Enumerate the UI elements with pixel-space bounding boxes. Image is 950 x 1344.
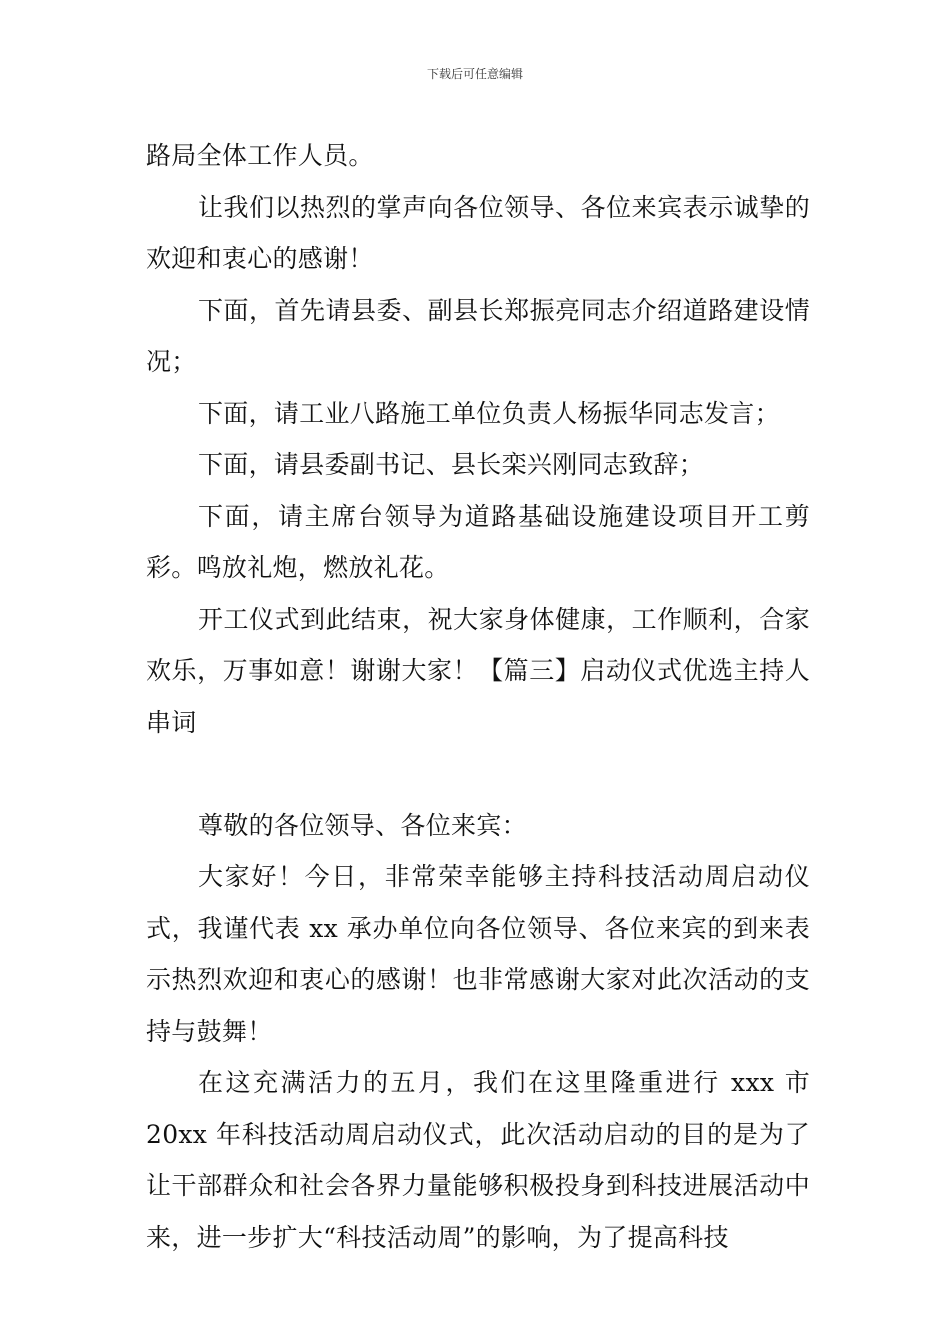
paragraph: 下面，请县委副书记、县长栾兴刚同志致辞； — [198, 450, 705, 479]
page-header: 下载后可任意编辑 — [426, 67, 523, 81]
paragraph: 大家好！今日，非常荣幸能够主持科技活动周启动仪式，我谨代表 xx 承办单位向各位领导、各位来宾的到来表示热烈欢迎和衷心的感谢！也非常感谢大家对此次活动的支持与鼓舞！ — [146, 862, 810, 1046]
document-body — [146, 130, 810, 1263]
paragraph: 下面，请工业八路施工单位负责人杨振华同志发言； — [198, 398, 780, 428]
paragraph: 路局全体工作人员。 — [146, 141, 374, 170]
paragraph-spacer — [146, 748, 810, 800]
paragraph: 下面，首先请县委、副县长郑振亮同志介绍道路建设情况； — [146, 295, 810, 376]
paragraph: 下面，请主席台领导为道路基础设施建设项目开工剪彩。鸣放礼炮，燃放礼花。 — [146, 501, 810, 582]
paragraph: 开工仪式到此结束，祝大家身体健康，工作顺利，合家欢乐，万事如意！谢谢大家！【篇三】启动仪式优选主持人串词 — [146, 604, 810, 737]
paragraph: 让我们以热烈的掌声向各位领导、各位来宾表示诚挚的欢迎和衷心的感谢！ — [146, 192, 810, 273]
paragraph: 在这充满活力的五月，我们在这里隆重进行 xxx 市 20xx 年科技活动周启动仪式，此次活动启动的目的是为了让干部群众和社会各界力量能够积极投身到科技进展活动中来，进一步扩大“科技活动周”的影响，为了提高科技 — [146, 1068, 810, 1252]
paragraph: 尊敬的各位领导、各位来宾： — [198, 810, 527, 840]
